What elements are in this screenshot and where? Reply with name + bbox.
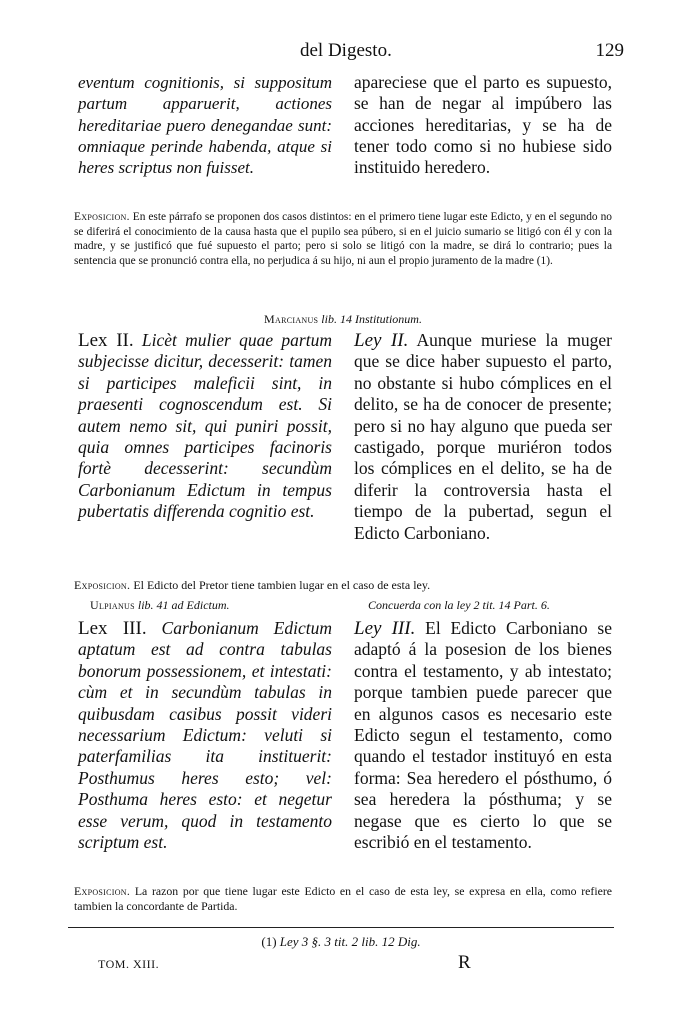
exposicion-text: El Edicto del Pretor tiene tambien lugar en el caso de esta ley. (133, 578, 431, 592)
author-source: lib. 41 ad Edictum. (137, 598, 230, 612)
author-source: lib. 14 Institutionum. (321, 312, 422, 326)
running-header-title: del Digesto. (300, 40, 392, 61)
author-attribution-2 (90, 598, 230, 613)
exposicion-text: En este párrafo se proponen dos casos distintos: en el primero tiene lugar este Edicto, y en el segundo no se diferirá el conocimiento de la causa hasta que el pupilo sea púbero, si en el juicio sumario se litigó con él y con la madre, y se justificó que fué supuesto el parto; pero si solo se litigó con la madre, se dirá lo contrario; pues la sentencia que se pronunció contra ella, no perjudica á su hijo, ni aun el propio juramento de la madre (1). (74, 211, 612, 267)
block1-latin (78, 72, 332, 178)
footnote-marker: (1) (261, 934, 277, 949)
signature-mark: R (458, 952, 471, 973)
lex3-latin-text: Carbonianum Edictum aptatum est ad contra tabulas bonorum possessionem, et intestati: cùm et in secundùm tabulas in quibusdam casibus possit videri necessarium Edictum: veluti si paterfamilias ita instituerit: Posthumus heres esto; vel: Posthuma heres esto: et negetur esse verum, quod in testamento scriptum est. (78, 618, 332, 853)
lex2-spanish (354, 330, 612, 544)
exposicion-1 (74, 210, 612, 268)
author-attribution-1 (74, 312, 612, 327)
block1-spanish (354, 72, 612, 178)
exposicion-text: La razon por que tiene lugar este Edicto en el caso de esta ley, se expresa en ella, como refiere tambien la concordante de Partida. (74, 884, 613, 913)
footnote (68, 934, 614, 950)
exposicion-3 (74, 884, 612, 913)
lex2-latin (78, 330, 332, 523)
exposicion-label: Exposicion. (74, 884, 131, 898)
lex3-latin (78, 618, 332, 853)
lex2-spanish-text: Aunque muriese la muger que se dice haber supuesto el parto, no obstante si hubo cómplices en el delito, se ha de conocer de presente; pero si no hay alguno que pueda ser castigado, porque muriéron todos los cómplices en el delito, se ha de diferir la controversia hasta el tiempo de la pubertad, segun el Edicto Carboniano. (354, 330, 612, 543)
lex3-spanish-label: Ley III. (354, 618, 416, 639)
author-name: Marcianus (264, 312, 319, 326)
block1-spanish-text: apareciese que el parto es supuesto, se han de negar al impúbero las acciones hereditarias, y se ha de tener todo como si no hubiese sido instituido heredero. (354, 72, 612, 178)
lex2-latin-text: Licèt mulier quae partum subjecisse dicitur, decesserit: tamen si participes maleficii sint, in praesenti cognoscendum est. Si autem nemo sit, qui puniri possit, quia omnes participes facinoris fortè decesserint: secundùm Carbonianum Edictum in tempus pubertatis differenda cognitio est. (78, 330, 332, 522)
lex2-latin-label: Lex II. (78, 330, 134, 351)
author-name: Ulpianus (90, 598, 135, 612)
lex3-spanish-text: El Edicto Carboniano se adaptó á la posesion de los bienes contra el testamento, y ab intestato; porque tambien puede parecer que en algunos casos es necesario este Edicto segun el testamento, como quando el testador instituyó en esta forma: Sea heredero el pósthumo, ó sea heredera la pósthuma; y se negase que es cierto lo que se escribió en el testamento. (354, 618, 612, 853)
lex2-spanish-label: Ley II. (354, 330, 409, 351)
footnote-rule (68, 927, 614, 928)
lex3-spanish (354, 618, 612, 853)
exposicion-label: Exposicion. (74, 211, 130, 223)
volume-label: TOM. XIII. (98, 957, 160, 971)
page-number: 129 (595, 40, 624, 61)
lex3-latin-label: Lex III. (78, 618, 147, 639)
exposicion-label: Exposicion. (74, 578, 131, 592)
block1-latin-text: eventum cognitionis, si suppositum partum apparuerit, actiones hereditariae puero denegandae sunt: omniaque perinde habenda, atque si heres scriptus non fuisset. (78, 73, 332, 178)
exposicion-2 (74, 578, 612, 593)
footnote-text: Ley 3 §. 3 tit. 2 lib. 12 Dig. (279, 934, 421, 949)
concordance-note: Concuerda con la ley 2 tit. 14 Part. 6. (368, 598, 550, 612)
